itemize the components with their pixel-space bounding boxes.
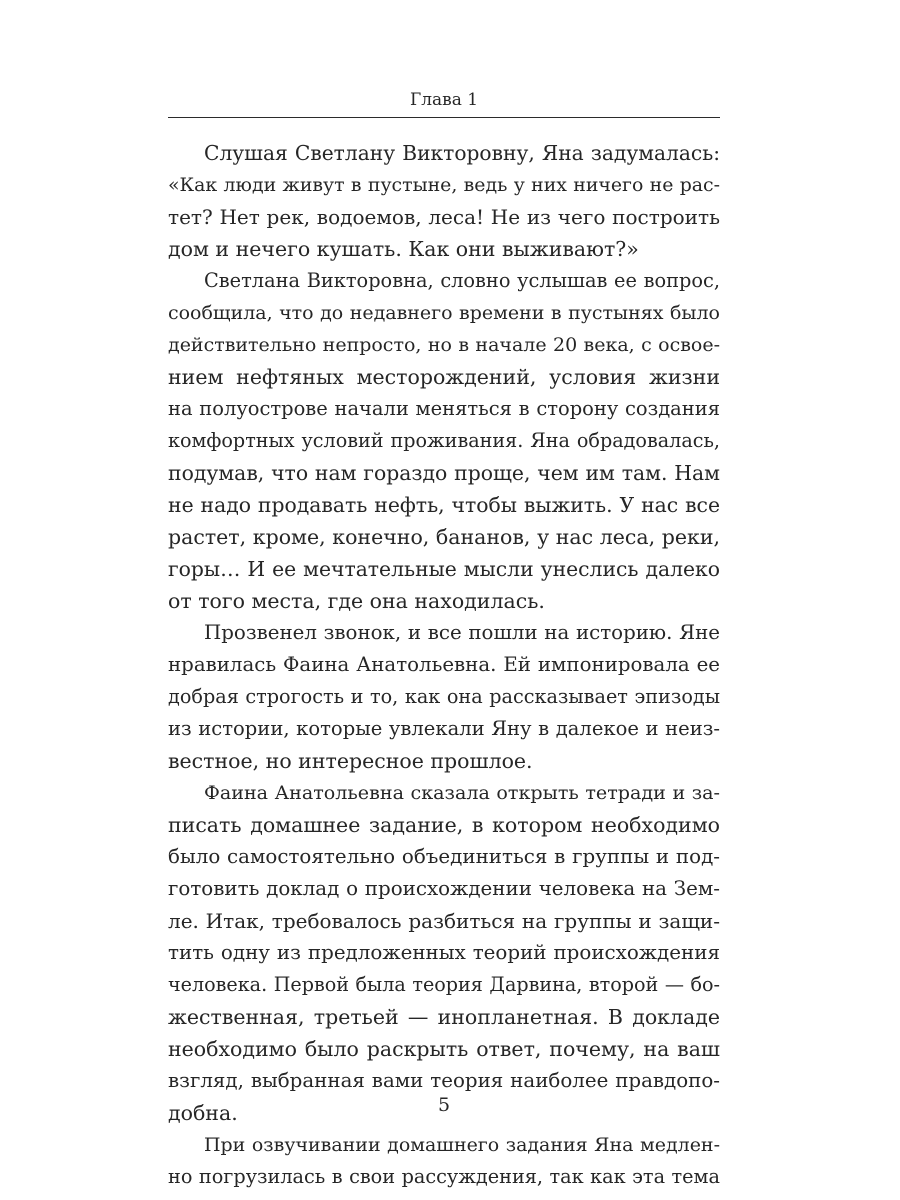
- text-line: добрая строгость и то, как она рассказывает эпизоды: [168, 685, 720, 708]
- header-rule: [168, 117, 720, 118]
- page-number: 5: [437, 1094, 451, 1116]
- text-line: Светлана Викторовна, словно услышав ее вопрос,: [204, 269, 720, 292]
- body-text: [168, 137, 720, 1193]
- text-line: вестное, но интересное прошлое.: [168, 749, 533, 773]
- text-line: но погрузилась в свои рассуждения, так как эта тема: [168, 1165, 720, 1188]
- text-line: комфортных условий проживания. Яна обрадовалась,: [168, 429, 720, 452]
- text-line: Фаина Анатольевна сказала открыть тетради и за-: [204, 781, 720, 804]
- text-line: добна.: [168, 1101, 238, 1125]
- text-line: на полуострове начали меняться в сторону создания: [168, 397, 720, 420]
- text-line: жественная, третьей — инопланетная. В докладе: [168, 1005, 720, 1029]
- text-line: При озвучивании домашнего задания Яна медлен-: [204, 1134, 720, 1156]
- text-line: ле. Итак, требовалось разбиться на группы и защи-: [168, 909, 720, 933]
- text-line: нравилась Фаина Анатольевна. Ей импонировала ее: [168, 653, 720, 676]
- text-line: горы… И ее мечтательные мысли унеслись далеко: [168, 557, 720, 581]
- book-page: [168, 0, 720, 1200]
- chapter-running-head: Глава 1: [409, 90, 479, 110]
- text-line: готовить доклад о происхождении человека на Зем-: [168, 877, 720, 900]
- text-line: необходимо было раскрыть ответ, почему, на ваш: [168, 1037, 720, 1061]
- text-line: человека. Первой была теория Дарвина, второй — бо-: [168, 973, 720, 996]
- text-line: было самостоятельно объединиться в группы и под-: [168, 845, 720, 868]
- text-line: писать домашнее задание, в котором необходимо: [168, 813, 720, 837]
- text-line: нием нефтяных месторождений, условия жизни: [168, 365, 720, 389]
- text-line: «Как люди живут в пустыне, ведь у них ничего не рас-: [168, 174, 720, 196]
- text-line: растет, кроме, конечно, бананов, у нас леса, реки,: [168, 525, 720, 549]
- text-line: не надо продавать нефть, чтобы выжить. У нас все: [168, 493, 720, 517]
- text-line: действительно непросто, но в начале 20 века, с освое-: [168, 334, 720, 356]
- text-line: от того места, где она находилась.: [168, 589, 545, 613]
- text-line: тет? Нет рек, водоемов, леса! Не из чего построить: [168, 205, 720, 229]
- text-line: Прозвенел звонок, и все пошли на историю. Яне: [204, 621, 720, 644]
- text-line: Слушая Светлану Викторовну, Яна задумалась:: [204, 141, 720, 165]
- text-line: взгляд, выбранная вами теория наиболее правдопо-: [168, 1069, 720, 1092]
- text-line: сообщила, что до недавнего времени в пустынях было: [168, 302, 720, 324]
- text-line: дом и нечего кушать. Как они выживают?»: [168, 237, 639, 261]
- text-line: тить одну из предложенных теорий происхождения: [168, 941, 720, 964]
- text-line: подумав, что нам гораздо проще, чем им там. Нам: [168, 461, 720, 485]
- text-line: из истории, которые увлекали Яну в далекое и неиз-: [168, 717, 720, 740]
